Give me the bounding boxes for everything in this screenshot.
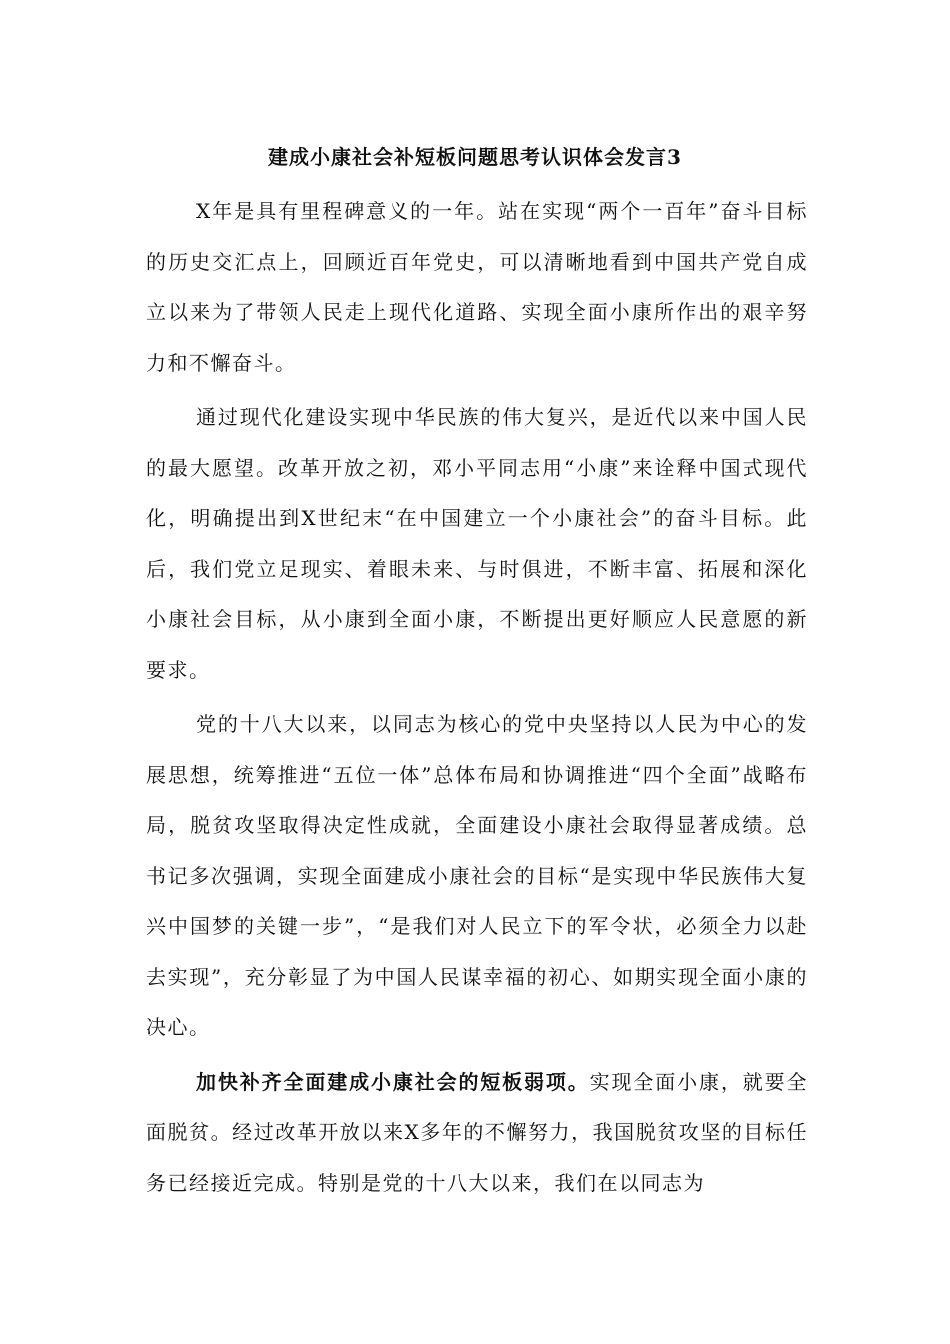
paragraph-lead: 加快补齐全面建成小康社会的短板弱项。 bbox=[196, 1069, 590, 1094]
paragraph-2 bbox=[146, 392, 808, 695]
document-body bbox=[146, 186, 808, 1208]
paragraph-text: X年是具有里程碑意义的一年。站在实现“两个一百年”奋斗目标的历史交汇点上，回顾近百年党史，可以清晰地看到中国共产党自成立以来为了带领人民走上现代化道路、实现全面小康所作出的艰辛努力和不懈奋斗。 bbox=[146, 199, 808, 375]
paragraph-4 bbox=[146, 1057, 808, 1209]
paragraph-text: 实现全面小康，就要全面脱贫。经过改革开放以来X多年的不懈努力，我国脱贫攻坚的目标任务已经接近完成。特别是党的十八大以来，我们在以同志为 bbox=[146, 1069, 809, 1195]
paragraph-text: 党的十八大以来，以同志为核心的党中央坚持以人民为中心的发展思想，统筹推进“五位一体”总体布局和协调推进“四个全面”战略布局，脱贫攻坚取得决定性成就，全面建设小康社会取得显著成绩。总书记多次强调，实现全面建成小康社会的目标“是实现中华民族伟大复兴中国梦的关键一步”，“是我们对人民立下的军令状，必须全力以赴去实现”，充分彰显了为中国人民谋幸福的初心、如期实现全面小康的决心。 bbox=[146, 712, 808, 1039]
paragraph-text: 通过现代化建设实现中华民族的伟大复兴，是近代以来中国人民的最大愿望。改革开放之初，邓小平同志用“小康”来诠释中国式现代化，明确提出到X世纪末“在中国建立一个小康社会”的奋斗目标。此后，我们党立足现实、着眼未来、与时俱进，不断丰富、拓展和深化小康社会目标，从小康到全面小康，不断提出更好顺应人民意愿的新要求。 bbox=[146, 405, 808, 682]
paragraph-3 bbox=[146, 699, 808, 1053]
paragraph-1 bbox=[146, 186, 808, 388]
document-title: 建成小康社会补短板问题思考认识体会发言3 bbox=[268, 145, 682, 169]
